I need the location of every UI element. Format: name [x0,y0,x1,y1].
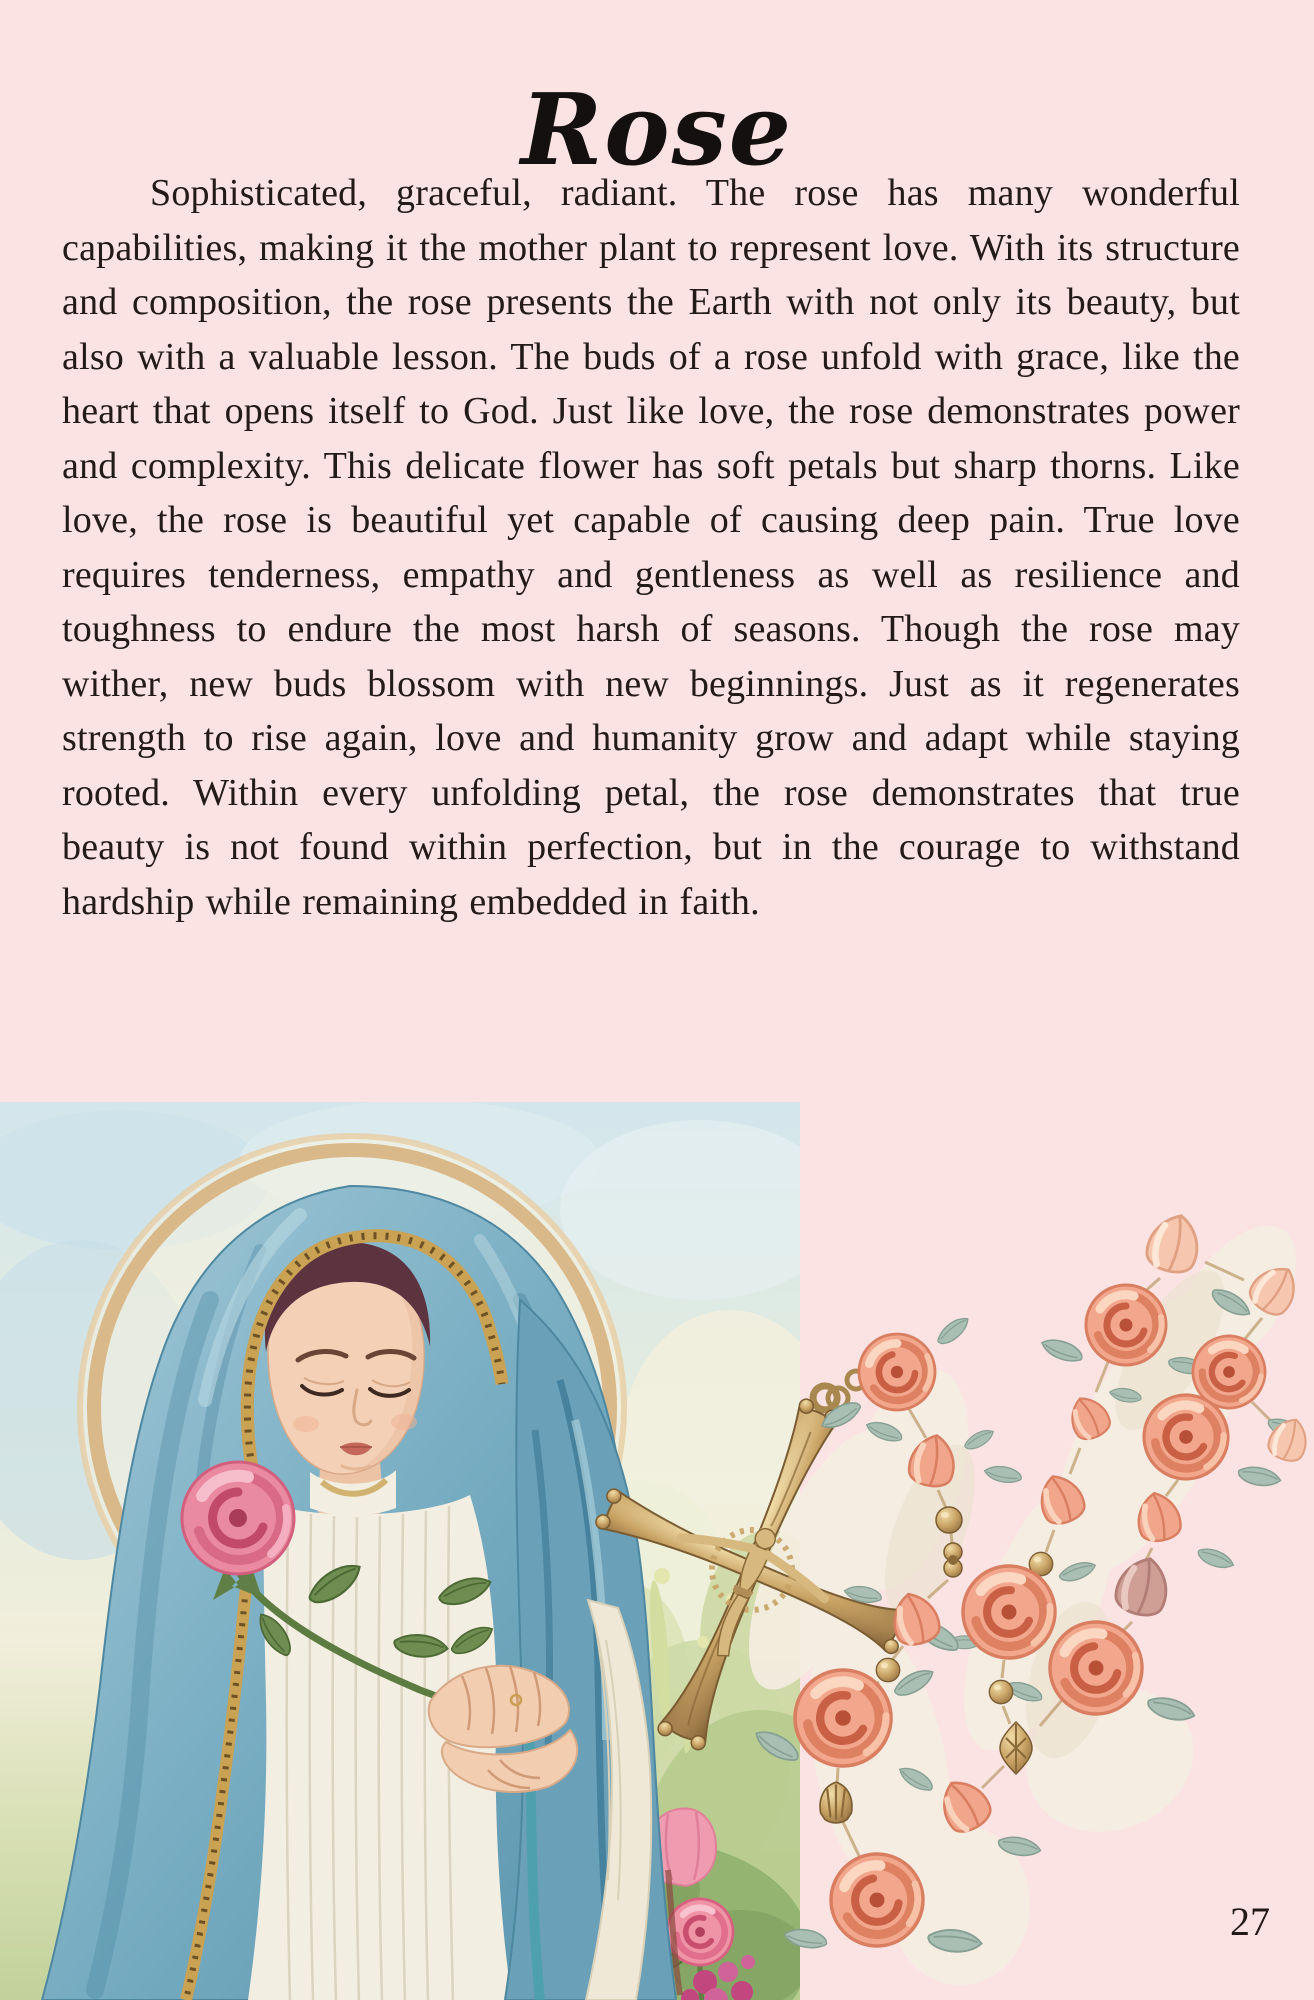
body-paragraph: Sophisticated, graceful, radiant. The rose has many wonderful capabilities, making it the mother plant to represent love. With its structure and composition, the rose presents the Earth with not only its beauty, but also with a valuable lesson. The buds of a rose unfold with grace, like the heart that opens itself to God. Just like love, the rose demonstrates power and complexity. This delicate flower has soft petals but sharp thorns. Like love, the rose is beautiful yet capable of causing deep pain. True love requires tenderness, empathy and gentleness as well as resilience and toughness to endure the most harsh of seasons. Though the rose may wither, new buds blossom with new beginnings. Just as it regenerates strength to rise again, love and humanity grow and adapt while staying rooted. Within every unfolding petal, the rose demonstrates that true beauty is not found within perfection, but in the courage to withstand hardship while remaining embedded in faith. [62,172,1240,923]
page-number: 27 [1230,1899,1270,1944]
illustration [0,1102,1314,2000]
page-title: Rose [520,72,794,188]
